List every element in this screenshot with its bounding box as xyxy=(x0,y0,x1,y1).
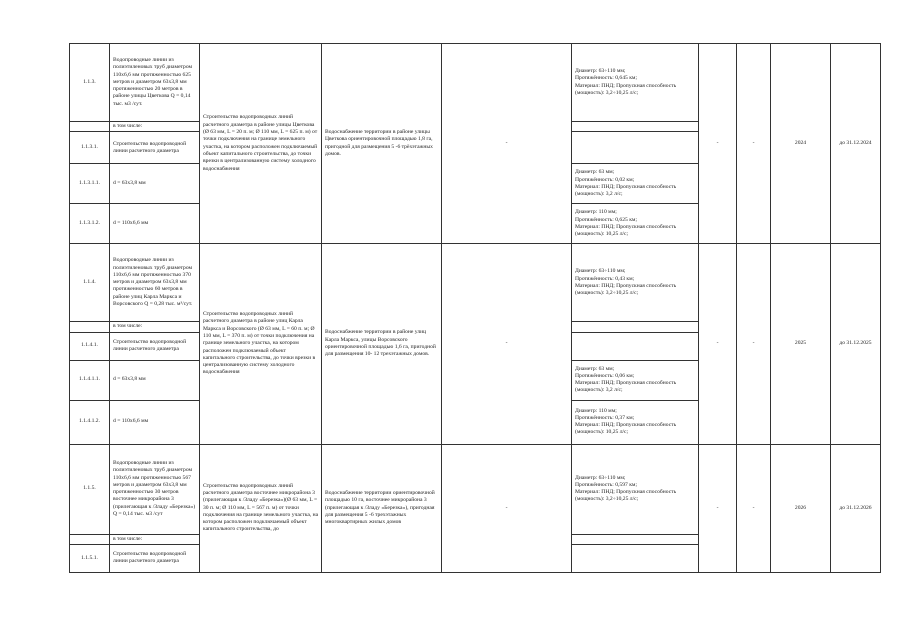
pipe-characteristics: Диаметр: 110 мм; Протяжённость: 0,625 км; Материал: ПНД; Пропускная способность (мощность): 10,25 л/с; xyxy=(572,204,699,244)
item-number: 1.1.4. xyxy=(70,244,110,322)
pipe-characteristics: Диаметр: 63 мм; Протяжённость: 0,02 км; Материал: ПНД; Пропускная способность (мощность): 3,2 л/с; xyxy=(572,164,699,204)
main-characteristics: Диаметр: 63÷110 мм; Протяжённость: 0,597 км; Материал: ПНД; Пропускная способность (мощность): 3,2÷10,25 л/с; xyxy=(572,444,699,534)
deadline-date: до 31.12.2024 xyxy=(831,44,881,244)
pipe-item-number: 1.1.4.1.1. xyxy=(70,360,110,400)
column-8-value: - xyxy=(737,244,771,444)
table-row xyxy=(70,244,881,322)
investment-program-table xyxy=(69,43,881,573)
sub-item-number: 1.1.4.1. xyxy=(70,332,110,360)
item-title: Водопроводные линии из полиэтиленовых труб диаметром 110х6,6 мм протяженностью 567 метров и диаметром 63х3,8 мм протяженностью 30 метров восточнее микрорайона 3 (прилегающая к /Зладу «Березка») Q = 0,14 тыс. м3 /сут xyxy=(110,444,200,534)
including-label: в том числе: xyxy=(110,322,200,332)
pipe-characteristics: Диаметр: 63 мм; Протяжённость: 0,06 км; Материал: ПНД; Пропускная способность (мощность): 3,2 л/с; xyxy=(572,360,699,400)
including-label: в том числе: xyxy=(110,534,200,544)
sub-item-number: 1.1.5.1. xyxy=(70,544,110,572)
pipe-item-number: 1.1.3.1.1. xyxy=(70,164,110,204)
item-territory: Водоснабжение территории ориентировочной площадью 10 га, восточнее микрорайона 3 (прилегающая к /Зладу «Березка»), пригодная для размещения 5 -6 трехэтажных многоквартирных жилых домов xyxy=(322,444,442,572)
implementation-year: 2026 xyxy=(771,444,831,572)
empty-cell xyxy=(572,122,699,132)
column-7-value: - xyxy=(699,44,737,244)
pipe-characteristics: Диаметр: 110 мм; Протяжённость: 0,37 км; Материал: ПНД; Пропускная способность (мощность): 10,25 л/с; xyxy=(572,400,699,444)
main-characteristics: Диаметр: 63÷110 мм; Протяжённость: 0,645 км; Материал: ПНД; Пропускная способность (мощность): 3,2÷10,25 л/с; xyxy=(572,44,699,122)
sub-item-number: 1.1.3.1. xyxy=(70,132,110,164)
column-7-value: - xyxy=(699,444,737,572)
table-body xyxy=(70,44,881,573)
empty-cell xyxy=(572,544,699,572)
including-label: в том числе: xyxy=(110,122,200,132)
empty-cell xyxy=(572,534,699,544)
column-5-value: - xyxy=(442,44,572,244)
table-row xyxy=(70,444,881,534)
item-purpose: Строительство водопроводных линий расчетного диаметра в районе улиц Карла Маркса и Ворсовского (Ø 63 мм, L = 60 п. м; Ø 110 мм, L = 370 п. м) от точки подключения на границе земельного участка, на котором расположен подключаемый объект капитального строительства, до точки врезки в централизованную систему холодного водоснабжения xyxy=(200,244,322,444)
empty-cell xyxy=(572,332,699,360)
pipe-diameter: d = 63х3,8 мм xyxy=(110,164,200,204)
item-territory: Водоснабжение территории в районе улицы Цветкова ориентировочной площадью 1,8 га, пригодной для размещения 5 -6 трёхэтажных домов. xyxy=(322,44,442,244)
column-5-value: - xyxy=(442,444,572,572)
implementation-year: 2025 xyxy=(771,244,831,444)
empty-cell xyxy=(572,132,699,164)
column-8-value: - xyxy=(737,444,771,572)
empty-cell xyxy=(70,322,110,332)
item-purpose: Строительство водопроводных линий расчетного диаметра восточнее микрорайона 3 (прилегающая к /Зладу «Березка»)(Ø 63 мм, L = 30 п. м; Ø 110 мм, L = 567 п. м) от точки подключения на границе земельного участка, на котором расположен подключаемый объект капитального строительства, до xyxy=(200,444,322,572)
pipe-item-number: 1.1.3.1.2. xyxy=(70,204,110,244)
deadline-date: до 31.12.2025 xyxy=(831,244,881,444)
table-row xyxy=(70,44,881,122)
column-5-value: - xyxy=(442,244,572,444)
item-title: Водопроводные линии из полиэтиленовых труб диаметром 110х6,6 мм протяженностью 370 метров и диаметром 63х3,8 мм протяженностью 60 метров в районе улиц Карла Маркса и Ворсовского Q = 0,28 тыс. м³/сут. xyxy=(110,244,200,322)
main-characteristics: Диаметр: 63÷110 мм; Протяжённость: 0,43 км; Материал: ПНД; Пропускная способность (мощность): 3,2÷10,25 л/с; xyxy=(572,244,699,322)
item-territory: Водоснабжение территории в районе улиц Карла Маркса, улицы Ворсовского ориентировочной площадью 1,6 га, пригодной для размещения 10- 12 трехэтажных домов. xyxy=(322,244,442,444)
pipe-diameter: d = 63х3,8 мм xyxy=(110,360,200,400)
deadline-date: до 31.12.2026 xyxy=(831,444,881,572)
item-number: 1.1.3. xyxy=(70,44,110,122)
column-7-value: - xyxy=(699,244,737,444)
document-sheet xyxy=(69,43,872,565)
sub-item-title: Строительство водопроводной линии расчетного диаметра xyxy=(110,544,200,572)
item-purpose: Строительство водопроводных линий расчетного диаметра в районе улицы Цветкова (Ø 63 мм, L = 20 п. м; Ø 110 мм, L = 625 п. м) от точки подключения на границе земельного участка, на котором расположен подключаемый объект капитального строительства, до точки врезки в централизованную систему холодного водоснабжения xyxy=(200,44,322,244)
implementation-year: 2024 xyxy=(771,44,831,244)
pipe-diameter: d = 110х6,6 мм xyxy=(110,400,200,444)
item-title: Водопроводные линии из полиэтиленовых труб диаметром 110х6,6 мм протяженностью 625 метров и диаметром 63х3,8 мм протяженностью 20 метров в районе улицы Цветкова Q = 0,14 тыс. м3 /сут. xyxy=(110,44,200,122)
empty-cell xyxy=(70,534,110,544)
pipe-diameter: d = 110х6,6 мм xyxy=(110,204,200,244)
empty-cell xyxy=(70,122,110,132)
empty-cell xyxy=(572,322,699,332)
sub-item-title: Строительство водопроводной линии расчетного диаметра xyxy=(110,332,200,360)
item-number: 1.1.5. xyxy=(70,444,110,534)
sub-item-title: Строительство водопроводной линии расчетного диаметра xyxy=(110,132,200,164)
pipe-item-number: 1.1.4.1.2. xyxy=(70,400,110,444)
column-8-value: - xyxy=(737,44,771,244)
